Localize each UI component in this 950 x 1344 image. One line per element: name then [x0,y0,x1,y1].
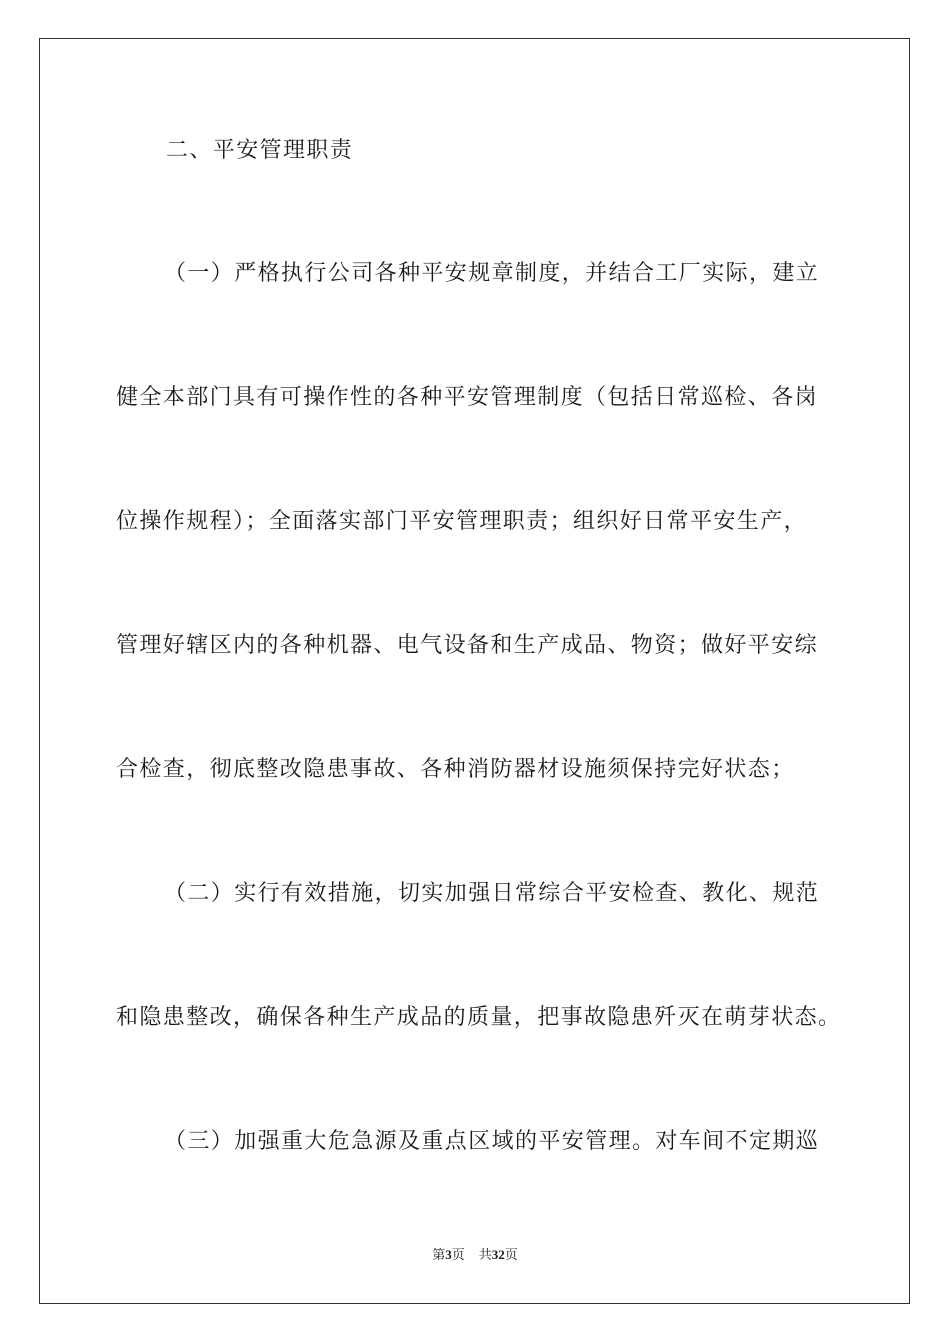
section-heading: 二、平安管理职责 [166,138,354,163]
page-footer [0,1246,950,1264]
footer-total-suffix: 页 [504,1247,518,1262]
footer-page-number: 3 [445,1247,452,1262]
paragraph-line: 管理好辖区内的各种机器、电气设备和生产成品、物资；做好平安综 [116,633,819,658]
paragraph-line: 位操作规程）；全面落实部门平安管理职责；组织好日常平安生产， [116,509,808,534]
paragraph-line: 合检查，彻底整改隐患事故、各种消防器材设施须保持完好状态； [116,757,795,782]
paragraph-line: （一）严格执行公司各种平安规章制度，并结合工厂实际，建立 [164,261,820,286]
paragraph-line: 和隐患整改，确保各种生产成品的质量，把事故隐患歼灭在萌芽状态。 [116,1005,842,1030]
paragraph-line: （三）加强重大危急源及重点区域的平安管理。对车间不定期巡 [164,1129,820,1154]
paragraph-line: 健全本部门具有可操作性的各种平安管理制度（包括日常巡检、各岗 [116,385,819,410]
footer-page-prefix: 第 [432,1247,446,1262]
paragraph-line: （二）实行有效措施，切实加强日常综合平安检查、教化、规范 [164,881,820,906]
page-border [39,38,910,1304]
footer-page-suffix: 页 [451,1247,465,1262]
footer-total-number: 32 [491,1247,505,1262]
footer-total-prefix: 共 [478,1247,492,1262]
